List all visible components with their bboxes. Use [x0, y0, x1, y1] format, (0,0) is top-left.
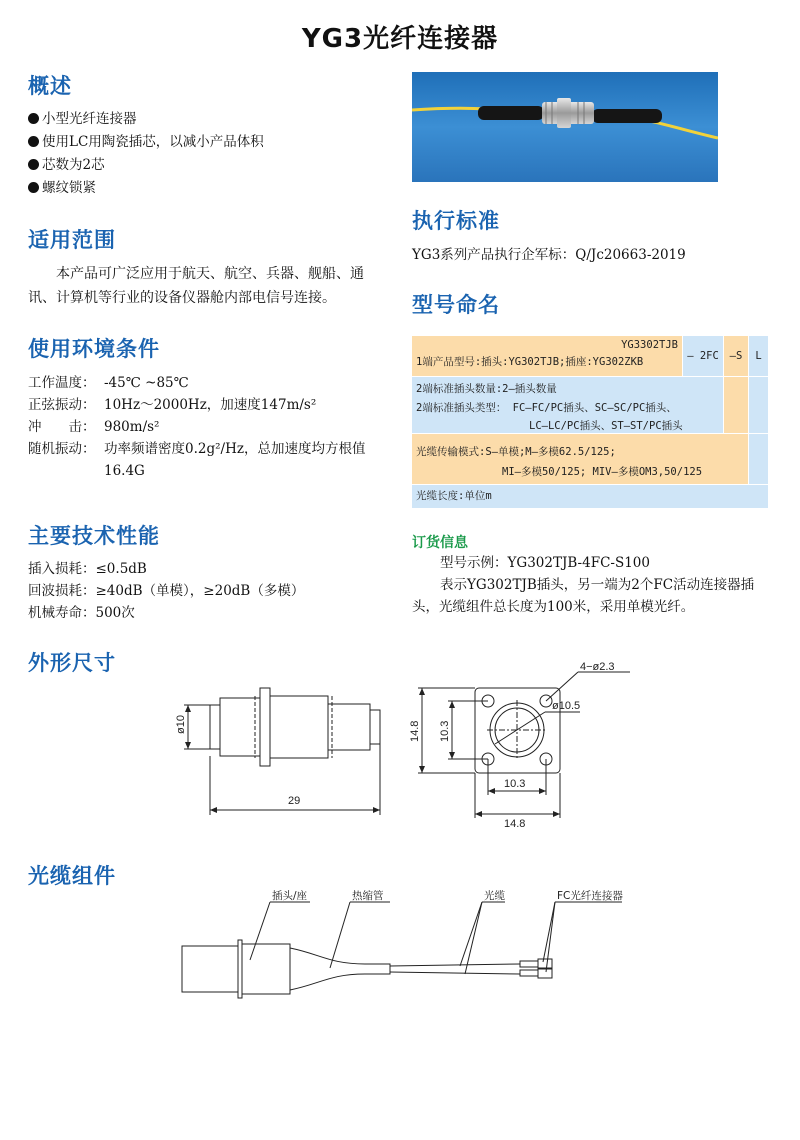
model-row-4: [412, 434, 748, 484]
order-desc: 表示YG302TJB插头，另一端为2个FC活动连接器插头，光缆组件总长度为100米，采用单模光纤。: [412, 577, 755, 615]
performance-list: [28, 558, 388, 624]
label-tube: 热缩管: [352, 890, 384, 902]
model-row-1-text: 1端产品型号:插头:YG302TJB;插座:YG302ZKB: [416, 356, 644, 368]
label-cable: 光缆: [484, 890, 505, 902]
environment-heading: 使用环境条件: [28, 337, 160, 361]
standard-heading: 执行标准: [412, 209, 500, 233]
dim-phi10-5: ø10.5: [552, 700, 581, 712]
model-row-3-text: 2端标准插头类型： FC—FC/PC插头、SC—SC/PC插头、: [416, 402, 677, 414]
dim-14-8-horizontal: 14.8: [504, 818, 526, 830]
model-row-2-text: 2端标准插头数量:2—插头数量: [416, 383, 557, 395]
bullet-icon: [28, 159, 39, 170]
list-item: 使用LC用陶瓷插芯，以减小产品体积: [28, 131, 388, 154]
env-row: 冲 击： 980m/s²: [28, 419, 160, 435]
model-heading: 型号命名: [412, 293, 500, 317]
overview-list: [28, 108, 388, 200]
list-item: 插入损耗：≤0.5dB: [28, 561, 147, 577]
model-row-1: [412, 336, 682, 376]
model-filler: [724, 377, 748, 433]
bullet-icon: [28, 182, 39, 193]
dim-10-3-horizontal: 10.3: [504, 778, 526, 790]
dimension-drawing: [160, 660, 640, 840]
overview-heading: 概述: [28, 74, 72, 98]
scope-heading: 适用范围: [28, 228, 116, 252]
list-item: 螺纹锁紧: [28, 177, 388, 200]
model-filler: [749, 434, 768, 484]
assembly-heading: 光缆组件: [28, 864, 116, 888]
model-row-4-text: 光缆传输模式:S—单模;M—多模62.5/125;: [416, 446, 616, 458]
model-row-2: [412, 377, 723, 433]
order-example: 型号示例：YG302TJB-4FC-S100: [440, 555, 650, 571]
bullet-icon: [28, 136, 39, 147]
list-item: 回波损耗：≥40dB（单模），≥20dB（多模）: [28, 583, 305, 599]
model-naming-table: [412, 336, 768, 508]
order-info: [412, 552, 772, 618]
env-row: 工作温度： -45℃ ~85℃: [28, 375, 189, 391]
model-row-3b-text: LC—LC/PC插头、ST—ST/PC插头: [529, 420, 683, 432]
list-item: 芯数为2芯: [28, 154, 388, 177]
order-heading: 订货信息: [412, 535, 468, 551]
model-code: YG3302TJB: [621, 339, 678, 351]
model-suffix-l: L: [749, 336, 768, 376]
performance-heading: 主要技术性能: [28, 524, 160, 548]
model-suffix-fc: — 2FC: [683, 336, 723, 376]
dimensions-heading: 外形尺寸: [28, 651, 116, 675]
model-filler: [749, 377, 768, 433]
env-row: 正弦振动： 10Hz～2000Hz，加速度147m/s²: [28, 397, 317, 413]
model-row-4b-text: MI—多模50/125; MIV—多模OM3,50/125: [502, 466, 703, 478]
env-row: 随机振动： 功率频谱密度0.2g²/Hz，总加速度均方根值16.4G: [28, 441, 366, 479]
dim-29: 29: [288, 795, 301, 807]
scope-text: 本产品可广泛应用于航天、航空、兵器、舰船、通讯、计算机等行业的设备仪器舱内部电信号连接。: [28, 266, 364, 306]
label-plug: 插头/座: [272, 890, 308, 902]
dim-holes: 4−ø2.3: [580, 661, 615, 673]
dim-14-8-vertical: 14.8: [409, 720, 421, 742]
label-fc: FC光纤连接器: [557, 890, 623, 902]
assembly-drawing: [160, 888, 640, 1028]
dim-10-3-vertical: 10.3: [439, 720, 451, 742]
model-suffix-s: —S: [724, 336, 748, 376]
list-item: 小型光纤连接器: [28, 108, 388, 131]
environment-table: [28, 372, 388, 482]
standard-text: YG3系列产品执行企军标：Q/Jc20663-2019: [412, 247, 686, 263]
model-row-5: 光缆长度:单位m: [412, 485, 768, 508]
page-title: YG3光纤连接器: [301, 24, 499, 54]
product-photo: [412, 72, 718, 182]
dim-phi10: ø10: [175, 715, 187, 734]
bullet-icon: [28, 113, 39, 124]
list-item: 机械寿命：500次: [28, 605, 135, 621]
